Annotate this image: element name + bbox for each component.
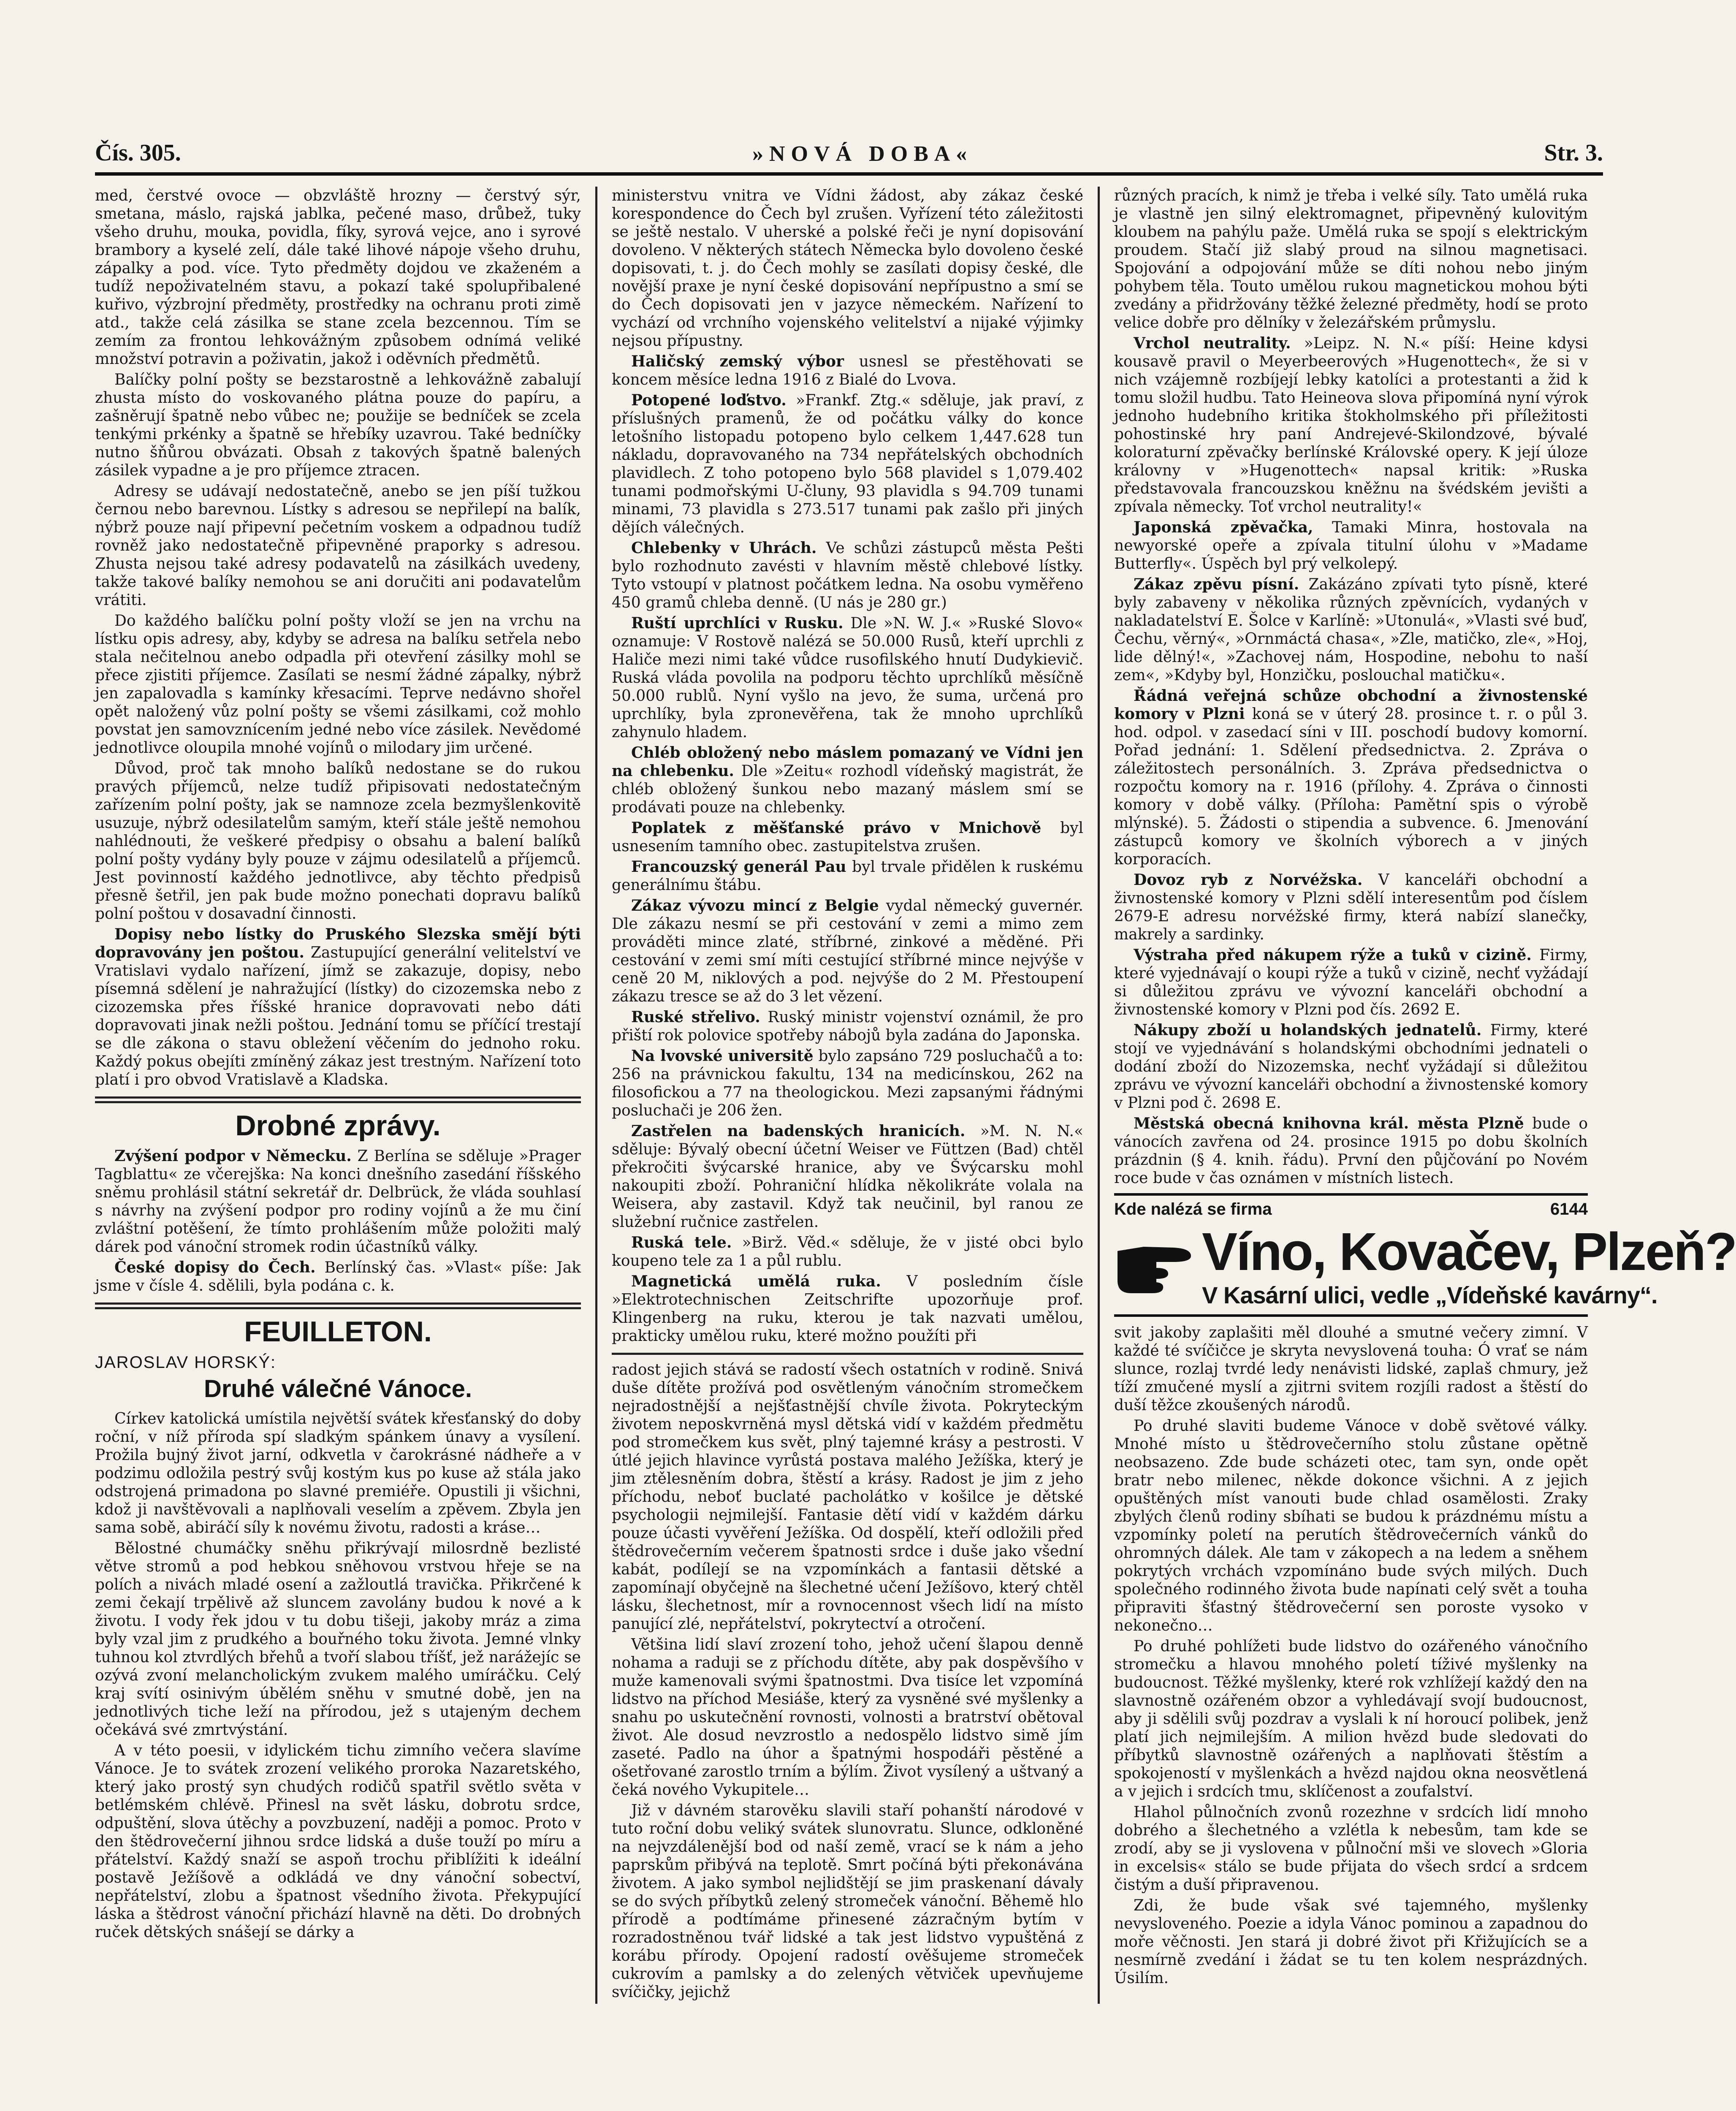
news-item-headline: Na lvovské universitě xyxy=(631,1047,814,1065)
news-item xyxy=(612,1008,1083,1045)
ad-body xyxy=(1114,1222,1736,1309)
pointing-hand-icon xyxy=(1114,1234,1194,1297)
news-item-headline: Japonská zpěvačka, xyxy=(1134,518,1313,536)
news-item-text: »Frankf. Ztg.« sděluje, jak praví, z příslušných pramenů, že od počátku války do konce letošního listopadu potopeno bylo celkem 1,447.628 tun nákladu, dopravovaného na 734 nepřátelských obchodních plavidlech. Z toho potopeno bylo 568 plavidel s 1,079.402 tunami podmořskými U-čluny, 93 plavidla s 94.709 tunami minami, 73 plavidla s 273.517 tunami pak zašlo při jiných dějích válečných. xyxy=(612,392,1084,536)
article-paragraph: Do každého balíčku polní pošty vloží se jen na vrchu na lístku opis adresy, aby, kdyby se adresa na balíku setřela nebo stala nečitelnou anebo odpadla při otevření zásilky mohl se přece zjistiti příjemce. Zasílati se nesmí žádné zápalky, nýbrž jen zapalovadla s kamínky křesacími. Teprve nedávno shořel opět naložený vůz polní pošty se všemi zásilkami, což mohlo povstat jen samovznícením jedné nebo více zásilek. Nevědomé jednotlivce oloupila mnohé vojínů o milodary jim určené. xyxy=(95,612,581,757)
news-item-headline: Zastřelen na badenských hranicích. xyxy=(631,1122,966,1140)
news-item-headline: Chlebenky v Uhrách. xyxy=(631,539,817,557)
news-item-text: bylo zapsáno 729 posluchačů a to: 256 na právnickou fakultu, 134 na medicínskou, 262 na filosofickou a 77 na theologickou. Mezi zapsanými řádnými posluchači je 206 žen. xyxy=(612,1047,1083,1119)
page-number: Str. 3. xyxy=(1544,140,1603,166)
section-heading-feuilleton: FEUILLETON. xyxy=(244,1316,432,1348)
news-item xyxy=(612,1047,1083,1120)
news-item xyxy=(612,614,1083,741)
news-item-headline: Nákupy zboží u holandských jednatelů. xyxy=(1134,1021,1482,1039)
news-item-headline: Poplatek z měšťanské právo v Mnichově xyxy=(631,819,1042,837)
column-3 xyxy=(1100,187,1736,2004)
news-item xyxy=(1114,575,1588,684)
ad-top-line xyxy=(1114,1200,1588,1219)
news-item-text: V kanceláři obchodní a živnostenské komory v Plzni sdělí interesentům pod číslem 2679-E adresu norvéžské firmy, která nabízí slanečky, makrely a sardinky. xyxy=(1114,871,1588,943)
story-paragraph: svit jakoby zaplašiti měl dlouhé a smutné večery zimní. V každé té svíčičce je skryta nevyslovená touha: Ó vrať se nám slunce, rozlaj tvrdé ledy nenávisti lidské, zaplaš chmury, jež tíží zmučené myslí a zjitrni svitem rozjíli radost a štěstí do duší těžce zkoušených národů. xyxy=(1114,1324,1588,1414)
news-item xyxy=(1114,1021,1588,1112)
ad-address: V Kasární ulici, vedle „Vídeňské kavárny“. xyxy=(1202,1282,1657,1308)
news-item-text: byl trvale přidělen k ruskému generálnímu štábu. xyxy=(612,858,1083,894)
news-item-headline: Vrchol neutrality. xyxy=(1134,334,1291,352)
story-paragraph: Hlahol půlnočních zvonů rozezhne v srdcích lidí mnoho dobrého a šlechetného a vzlétla k nebesům, tam kde se zrodí, aby se ji vyslovena v půlnoční mši ve slovech »Gloria in excelsis« stálo se bude přijata do všech srdcí a srdcem čistým a duší připravenou. xyxy=(1114,1804,1588,1894)
news-item-text: vydal německý guvernér. Dle zákazu nesmí se při cestování v zemi a mimo zem prováděti mince zlaté, stříbrné, zinkové a měděné. Při cestování v zemi smí míti cestující stříbrné mince nejvýše v ceně 20 M, niklových a pod. nejvýše do 2 M. Přestoupení zákazu tresce se až do 3 let vězení. xyxy=(612,897,1084,1005)
section-heading-drobne: Drobné zprávy. xyxy=(235,1110,441,1142)
columns xyxy=(95,187,1736,2004)
news-item xyxy=(612,1234,1083,1270)
news-item-text: Firmy, které vyjednávají o koupi rýže a tuků v cizině, nechť vyžádají si důležitou zprávu ve vývozní kanceláři obchodní a živnostenské komory v Plzni pod čís. 2692 E. xyxy=(1114,947,1588,1018)
news-item-headline: Městská obecná knihovna král. města Plzně xyxy=(1134,1115,1524,1132)
news-item xyxy=(612,353,1083,389)
article-paragraph: Balíčky polní pošty se bezstarostně a lehkovážně zabalují zhusta místo do voskovaného plátna pouze do papíru, a zašněrují špatně nebo vůbec ne; použije se bedníček se zcela tenkými prkénky a špatně se hřebíky uzavrou. Také bedníčky nutno šňůrou obvázati. Obsah z takových špatně balených zásilek vypadne a je pro příjemce ztracen. xyxy=(95,371,581,479)
section-divider xyxy=(95,1096,581,1103)
news-item-text: Tamaki Minra, hostovala na newyorské opeře a zpívala titulní úlohu v »Madame Butterfly«. Úspěch byl prý velkolepý. xyxy=(1114,519,1588,573)
news-item xyxy=(612,897,1083,1006)
news-item-text: usnesl se přestěhovati se koncem měsíce ledna 1916 z Bialé do Lvova. xyxy=(612,353,1083,388)
news-item xyxy=(612,1273,1083,1345)
news-item-headline: Magnetická umělá ruka. xyxy=(631,1273,881,1290)
article-paragraph: med, čerstvé ovoce — obzvláště hrozny — čerstvý sýr, smetana, máslo, rajská jablka, pečené maso, drůbež, tuky všeho druhu, mouka, povidla, fíky, syrová vejce, ano i syrové brambory a kyselé zelí, dále také lihové nápoje všeho druhu, zápalky a pod. více. Tyto předměty dojdou ve zkaženém a tudíž nepoživatelném stavu, a pokazí také spolupřibalené kuřivo, výzbrojní předměty, prostředky na ochranu proti zimě atd., takže celá zásilka se stane zcela bezcennou. Tím se zemím za frontou lehkovážným způsobem odnímá veliké množství potravin a poživatin, jakož i oděvních předmětů. xyxy=(95,187,581,368)
story-paragraph: Zdi, že bude však své tajemného, myšlenky nevysloveného. Poezie a idyla Vánoc pominou a zapadnou do moře věčnosti. Jen stará ji dobré život při Křižujících se a nesmírně zvedání i žádat se tu ten kolem nesprázdných. Úsilím. xyxy=(1114,1897,1588,1987)
news-item xyxy=(612,539,1083,612)
news-item xyxy=(1114,334,1588,516)
section-divider xyxy=(95,1302,581,1309)
news-item-headline: Ruská tele. xyxy=(631,1234,732,1251)
news-item-headline: Zákaz zpěvu písní. xyxy=(1134,575,1299,593)
news-item xyxy=(612,858,1083,894)
article-paragraph: Důvod, proč tak mnoho balíků nedostane se do rukou pravých příjemců, nelze tudíž připisovati nedostatečným zařízením polní pošty, jak se namnoze zcela bezmyšlenkovitě usuzuje, nýbrž odesilatelům samým, kteří stále ještě nemohou nahlédnouti, že veškeré předpisy o obsahu a balení balíků polní pošty vydány byly pouze v zájmu odesilatelů a příjemců. Jest povinností každého jednotlivce, aby těchto předpisů přesně šetřil, jen pak bude možno ponechati dopravu balíků polní poštou v dosavadní činnosti. xyxy=(95,760,581,923)
news-item-headline: České dopisy do Čech. xyxy=(114,1259,316,1276)
story-paragraph: Bělostné chumáčky sněhu přikrývají milosrdně bezlisté větve stromů a pod hebkou sněhovou vrstvou hřeje se na polích a nivách mladé osení a zažloutlá travička. Přikrčené k zemi čekají trpělivě až sluncem zavolány budou k nové a k životu. I vody řek jdou v tu dobu tišeji, jakoby mráz a zima byly vzal jim z prudkého a bouřného toku života. Jemné vlnky tuhnou kol ztvrdlých břehů a tvoří slabou tříšť, jež narážejíc se ozývá zvoní melancholickým zvukem malého umíráčku. Celý kraj svítí osinivým úbělém sněhu v smutné době, jen na jednotlivých tiche leží na přírodou, jež s utajeným dechem očekává své zmrtvýstání. xyxy=(95,1540,581,1739)
masthead-title: »NOVÁ DOBA« xyxy=(752,142,973,166)
ad-main-text: Víno, Kovačev, Plzeň? xyxy=(1202,1222,1736,1281)
story-paragraph: radost jejich stává se radostí všech ostatních v rodině. Snivá duše dítěte prožívá pod osvětleným vánočním stromečkem nejradostnější a nejšťastnější chvíle života. Pokryteckým životem neposkvrněná mysl dětská vidí v každém předmětu pod stromečkem kus svět, plný tajemné krásy a pestrosti. V útlé jejich hlavince vyrůstá postava malého Ježíška, který je jim ztělesněním dobra, štěstí a krásy. Radost je jim z jeho příchodu, neboť buclaté pacholátko v košilce je dětské psychologii nejmilejší. Fantasie dětí vidí v každém dárku pouze účasti vyvěření Ježíška. Od dospělí, kteří odložili před štědrovečerním večerem špatnosti srdce i duše jako všední kabát, podílejí se na vzpomínkách a fantasii dětské a zapomínají obyčejně na šlechetné učení Ježíšovo, který chtěl lásku, šlechetnost, mír a rovnocennost všech lidí na místo panující zlé, nepřátelství, pokrytectví a otročení. xyxy=(612,1361,1083,1633)
story-paragraph: Většina lidí slaví zrození toho, jehož učení šlapou denně nohama a raduji se z příchodu dítěte, aby pak dospěvšího v muže kamenovali svými špatnostmi. Dva tisíce let vzpomíná lidstvo na příchod Mesiáše, který za vysněné své myšlenky a snahu po uskutečnění rovnosti, volnosti a bratrství obětoval život. Ale dosud nevzrostlo a nedospělo lidstvo simě jím zaseté. Padlo na úhor a špatnými hospodáři pěstěné a ošetřované zarostlo trním a býlím. Život vysílený a uštvaný a čeká nového Vykupitele… xyxy=(612,1636,1083,1799)
news-item-headline: Zvýšení podpor v Německu. xyxy=(114,1147,352,1165)
news-item-headline: Výstraha před nákupem rýže a tuků v cizině. xyxy=(1134,946,1532,964)
news-item-headline: Chléb obložený nebo máslem pomazaný ve Vídni jen na chlebenku. xyxy=(612,744,1083,780)
news-item-headline: Zákaz vývozu mincí z Belgie xyxy=(631,897,879,914)
news-item-headline: Řádná veřejná schůze obchodní a živnostenské komory v Plzni xyxy=(1114,687,1588,723)
news-item xyxy=(1114,1115,1588,1187)
news-item-text: Zastupující generální velitelství ve Vratislavi vydalo nařízení, jímž se zakazuje, dopisy, nebo písemná sdělení je nahražující (lístky) do cizozemska nebo z cizozemska přes říšské hranice dopravovati nebo dáti dopravovati jinak nežli poštou. Jednání tomu se příčící trestají se dle zákona o stavu obležení věčením do jednoho roku. Každý pokus obejíti zmíněný zákaz jest trestným. Nařízení toto platí i pro obvod Vratislavě a Kladska. xyxy=(95,944,581,1088)
page-header xyxy=(95,139,1603,176)
news-item-headline: Dovoz ryb z Norvéžska. xyxy=(1134,871,1363,889)
ad-code: 6144 xyxy=(1550,1200,1588,1218)
news-item-text: »Leipz. N. N.« píší: Heine kdysi kousavě pravil o Meyerbeerových »Hugenottech«, že si v nich vzájemně rozbíjejí lebky katolíci a protestanti a žid k tomu složil hudbu. Tato Heineova slova připomíná nyní výrok jednoho hudebního kritika štokholmského při příležitosti pohostinské hry paní Andrejevé-Skilondzové, bývalé koloraturní zpěvačky berlínské Královské opery. K její úloze královny v »Hugenottech« napsal kritik: »Ruska představovala francouzskou kněžnu na švédském jevišti a zpívala německy. Toť vrchol neutrality!« xyxy=(1114,335,1588,516)
news-item-text: »Birž. Věd.« sděluje, že v jisté obci bylo koupeno tele za 1 a půl rublu. xyxy=(612,1234,1083,1270)
news-item-headline: Ruské střelivo. xyxy=(631,1008,760,1026)
news-item-text: V posledním čísle »Elektrotechnischen Zeitschrifte upozorňuje prof. Klingenberg na ruku, kterou je tak nazvati umělou, prakticky umělou ruku, které možno použíti při xyxy=(612,1273,1083,1345)
news-item xyxy=(612,819,1083,855)
wine-advertisement xyxy=(1114,1193,1736,1317)
news-item-headline: Ruští uprchlíci v Rusku. xyxy=(631,614,844,632)
news-item xyxy=(95,925,581,1089)
news-item-text: Ve schůzi zástupců města Pešti bylo rozhodnuto zavésti v hlavním městě chlebové lístky. Tyto vstoupí v platnost počátkem ledna. Na osobu vyměřeno 450 gramů chleba denně. (U nás je 280 gr.) xyxy=(612,540,1083,611)
news-item-text: Z Berlína se sděluje »Prager Tagblattu« ze včerejška: Na konci dnešního zasedání říšského sněmu prohlásil státní sekretář dr. Delbrück, že vláda souhlasí s návrhy na zvýšení podpor pro rodiny vojínů a že mu činí zvláštní potěšení, že tímto prohlášením může položiti malý dárek pod vánoční stromek rodin účastníků války. xyxy=(95,1148,581,1256)
news-item xyxy=(1114,946,1588,1019)
news-item xyxy=(1114,518,1588,573)
news-item-text: Zakázáno zpívati tyto písně, které byly zabaveny v několika různých zpěvnících, vydaných v nakladatelství E. Šolce v Karlíně: »Utonulá«, »Vlasti své buď, Čechu, věrný«, »Ornmáctá chasa«, »Zle, matičko, zle«, »Hoj, lide dělný!«, »Zachovej nám, Hospodine, nebohu to naší zem«, »Kdyby byl, Honzičku, poslouchal matičku«. xyxy=(1114,576,1588,684)
story-paragraph: Již v dávném starověku slavili staří pohanští národové v tuto roční dobu veliký svátek slunovratu. Slunce, odkloněné na nejvzdálenější bod od naší země, vrací se k nám a jeho paprskům přibývá na teplotě. Smrt počíná býti překonávána životem. A jako symbol nejlidštějí se jim praskenaní dávaly se do svých příbytků zelený stromeček vánoční. Běhemě hlo přírodě a podtímáme přinesené zázračným bytím v rozradostněnou tvář lidské a tak jest lidstvo vypuštěná z korábu přírody. Opojení radostí ověšujeme stromeček cukrovím a pamlsky a do zelených větviček upevňujeme svíčičky, jejichž xyxy=(612,1802,1083,2001)
story-paragraph: Po druhé pohlížeti bude lidstvo do ozářeného vánočního stromečku a hlavou mnohého poletí tíživé myšlenky na budoucnost. Těžké myšlenky, které rok vzhlížejí každý den na slavnostně ozářeném obzor a vyhledávají svojí budoucnost, aby ji sdělili svůj pozdrav a vyslali k ní horoucí polibek, jenž platí jich nejmilejším. A milion hvězd bude sledovati do příbytků slavnostně ozářených a naplňovati štěstím a spokojeností v myšlenkách a hvězd najdou okna neosvětlená a v jejich i srdcích tmu, sklíčenost a zoufalství. xyxy=(1114,1638,1588,1800)
news-item xyxy=(95,1259,581,1295)
news-item xyxy=(612,391,1083,537)
news-item xyxy=(1114,687,1588,868)
news-item xyxy=(612,744,1083,817)
ad-question: Kde nalézá se firma xyxy=(1114,1200,1272,1218)
article-paragraph: Adresy se udávají nedostatečně, anebo se jen píší tužkou černou nebo barevnou. Lístky s adresou se nepřilepí na balík, nýbrž pouze nají připevní pečetním voskem a odpadnou tudíž rovněž jako nedostatečně připevněné praporky s adresou. Zhusta nejsou také adresy podavatelů na zásilkách uvedeny, takže takové balíky nemohou se ani doručiti ani podavatelům vrátiti. xyxy=(95,483,581,609)
article-paragraph: ministerstvu vnitra ve Vídni žádost, aby zákaz české korespondence do Čech byl zrušen. Vyřízení této záležitosti se ještě nestalo. V uherské a polské řeči je nyní dopisování dovoleno. V některých státech Německa bylo dovoleno české dopisovati, t. j. do Čech mohly se zasílati dopisy české, dle novější praxe je nyní české dopisování nepřípustno a smí se do Čech dopisovati jen v jazyce německém. Nařízení to vychází od vrchního vojenského velitelství a nijaké výjimky nejsou přípustny. xyxy=(612,187,1083,350)
news-item-text: byl usnesením tamního obec. zastupitelstva zrušen. xyxy=(612,819,1083,855)
story-paragraph: Po druhé slaviti budeme Vánoce v době světové války. Mnohé místo u štědrovečerního stolu zůstane opětně neobsazeno. Zde bude scházeti otec, tam syn, onde opět bratr nebo milenec, někde dokonce všichni. A z jejich opuštěných míst vanouti bude chlad osamělosti. Zraky zbylých členů rodiny sbíhati se budou k prázdnému místu a vzpomínky poletí na perutích štědrovečerních vánků do ohromných dálek. Ale tam v zákopech a na ledem a sněhem pokrytých vrchách vzpomínáno bude svých milých. Duch společného rodinného života bude napínati celý svět a touha připraviti šťastný štědrovečerní sen poroste vysoko v nekonečno… xyxy=(1114,1417,1588,1634)
news-item-text: Dle »N. W. J.« »Ruské Slovo« oznamuje: V Rostově nalézá se 50.000 Rusů, kteří uprchli z Haliče mezi nimi také vůdce rusofilského hnutí Dudykievič. Ruská vláda povolila na podporu těchto uprchlíků měsíčně 50.000 rublů. Nyní vyšlo na jevo, že suma, určená pro uprchlíky, byla zpronevěřena, tak že mnoho uprchlíků zahynulo hladem. xyxy=(612,615,1084,741)
news-item-text: bude o vánocích zavřena od 24. prosince 1915 po dobu školních prázdnin (§ 4. knih. řádu). První den půjčování po Novém roce bude v čas oznámen v místních listech. xyxy=(1114,1115,1588,1187)
news-item-text: Firmy, které stojí ve vyjednávání s holandskými obchodními jednateli o dodání zboží do Nizozemska, nechť vyžádají si důležitou zprávu ve vývozní kanceláři obchodní a živnostenské komory v Plzni pod č. 2698 E. xyxy=(1114,1022,1588,1112)
news-item-text: Dle »Zeitu« rozhodl vídeňský magistrát, že chléb obložený šunkou nebo mazaný máslem smí se prodávati pouze na chlebenky. xyxy=(612,762,1083,816)
issue-number: Čís. 305. xyxy=(95,140,181,166)
column-2 xyxy=(597,187,1100,2004)
news-item-text: koná se v úterý 28. prosince t. r. o půl 3. hod. odpol. v zasedací síni v III. poschodí budovy komorní. Pořad jednání: 1. Sdělení předsednictva. 2. Zpráva o záležitostech personálních. 3. Zpráva předsednictva o rozpočtu komory na r. 1916 (přílohy. 4. Zpráva o činnosti komory v době války. (Příloha: Pamětní spis o výrobě mlýnské). 5. Žádosti o stipendia a subvence. 6. Jmenování zástupců komory ve školních výborech a v jiných korporacích. xyxy=(1114,705,1588,868)
news-item-headline: Dopisy nebo lístky do Pruského Slezska smějí býti dopravovány jen poštou. xyxy=(95,925,581,961)
story-paragraph: Církev katolická umístila největší svátek křesťanský do doby roční, v níž příroda spí sladkým spánkem únavy a vysílení. Prožila bujný život jarní, odkvetla v čarokrásné nádheře a v podzimu odložila pestrý svůj kostým kus po kuse až stála jako odstrojená primadona po slavné premiéře. Opustili ji všichni, kdož ji navštěvovali a naplňovali veselím a zpěvem. Zbyla jen sama sobě, abiráčí síly k novému životu, radosti a kráse… xyxy=(95,1410,581,1536)
article-paragraph: různých pracích, k nimž je třeba i velké síly. Tato umělá ruka je vlastně jen silný elektromagnet, připevněný kulovitým kloubem na pahýlu paže. Umělá ruka se spojí s elektrickým proudem. Stačí již slabý proud na silnou magnetisaci. Spojování a odpojování může se díti nohou nebo jiným pohybem těla. Touto umělou rukou magnetickou mohou býti zvedány a přidržovány těžké železné předměty, hodí se proto velice dobře pro dělníky v železářském průmyslu. xyxy=(1114,187,1588,331)
news-item-text: Ruský ministr vojenství oznámil, že pro přiští rok polovice spotřeby nábojů byla zadána do Japonska. xyxy=(612,1009,1083,1044)
column-1 xyxy=(95,187,597,2004)
news-item-text: Berlínský čas. »Vlast« píše: Jak jsme v čísle 4. sdělili, byla podána c. k. xyxy=(95,1259,581,1294)
feuilleton-divider xyxy=(612,1353,1083,1355)
news-item xyxy=(612,1122,1083,1231)
news-item-text: »M. N. N.« sděluje: Bývalý obecní účetní Weiser ve Füttzen (Bad) chtěl překročiti švýcarské hranice, aby ve Švýcarsku mohl nakoupiti zboží. Pohraniční hlídka několikráte volala na Weisera, aby zastavil. Když tak neučinil, byl ranou ze služební ručnice zastřelen. xyxy=(612,1123,1083,1231)
author-byline: JAROSLAV HORSKÝ: xyxy=(95,1353,277,1372)
story-title: Druhé válečné Vánoce. xyxy=(203,1375,472,1403)
news-item-headline: Francouzský generál Pau xyxy=(631,858,846,876)
news-item xyxy=(1114,871,1588,944)
news-item-headline: Haličský zemský výbor xyxy=(631,353,844,370)
story-paragraph: A v této poesii, v idylickém tichu zimního večera slavíme Vánoce. Je to svátek zrození velikého proroka Nazaretského, který jako prostý syn chudých rodičů spatřil světlo světa v betlémském chlévě. Přinesl na svět lásku, dobrotu srdce, odpuštění, slova útěchy a povzbuzení, naději a pomoc. Proto v den štědrovečerní jihnou srdce lidská a duše touží po míru a přátelství. Každý snaží se aspoň trochu přiblížiti k ideální postavě Ježíšově a odkládá ve dny vánoční sobectví, nepřátelství, zlobu a špatnost všedního života. Překypující láska a štědrost vánoční přichází hlavně na děti. Do drobných ruček dětských snášejí se dárky a xyxy=(95,1742,581,1941)
news-item-headline: Potopené loďstvo. xyxy=(631,391,787,409)
news-item xyxy=(95,1147,581,1256)
